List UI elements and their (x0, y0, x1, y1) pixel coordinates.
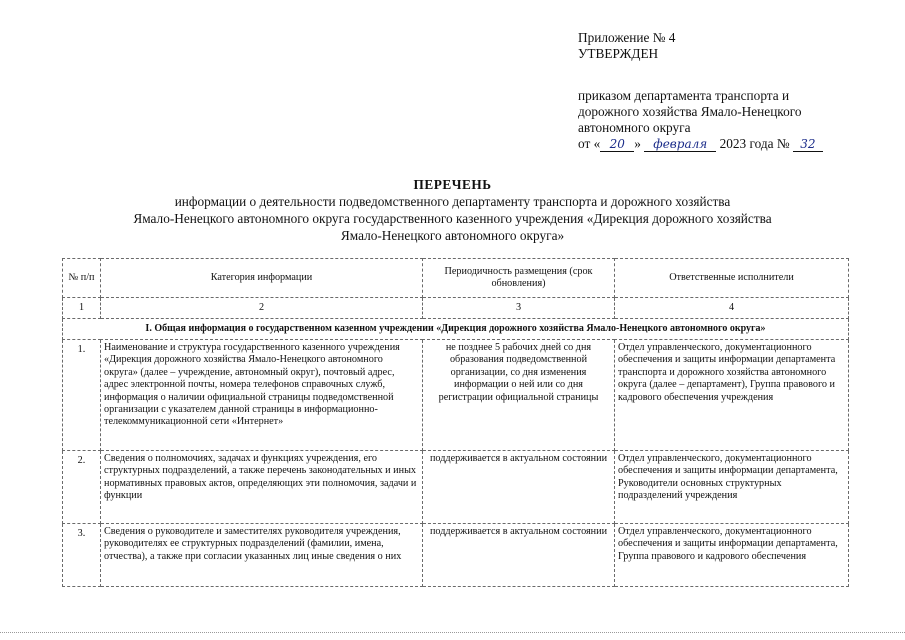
handwritten-month: февраля (644, 138, 716, 152)
row-category: Сведения о руководителе и заместителях руководителя учреждения, руководителях ее структурных подразделений (фамилии, имена, отчества), а также при согласии указанных лиц иные сведения о них (101, 524, 423, 587)
heading-line-3: Ямало-Ненецкого автономного округа» (340, 228, 565, 243)
page-bottom-rule (0, 632, 905, 633)
order-line-1: приказом департамента транспорта и (578, 88, 790, 103)
row-responsible: Отдел управленческого, документационного обеспечения и защиты информации департамента, Руководители основных структурных подразделений учреждения (615, 451, 849, 524)
row-number: 1. (63, 340, 101, 451)
header-period: Периодичность размещения (срок обновления) (423, 259, 615, 298)
col-number: 3 (423, 298, 615, 319)
section-title: I. Общая информация о государственном казенном учреждении «Дирекция дорожного хозяйства Ямало-Ненецкого автономного округа» (63, 319, 849, 340)
order-date-line (578, 136, 878, 152)
table-row (63, 524, 849, 587)
document-heading (60, 176, 845, 244)
table-row (63, 451, 849, 524)
table-header-row (63, 259, 849, 298)
appendix-number: Приложение № 4 (578, 30, 676, 45)
order-line-3: автономного округа (578, 120, 691, 135)
handwritten-day: 20 (600, 138, 634, 152)
table-row (63, 340, 849, 451)
row-period: не позднее 5 рабочих дней со дня образования подведомственной организации, со дня изменения информации о ней или со дня регистрации официальной страницы (423, 340, 615, 451)
row-category: Наименование и структура государственного казенного учреждения «Дирекция дорожного хозяйства Ямало-Ненецкого автономного округа» (далее – учреждение, автономный округ), почтовый адрес, адрес электронной почты, номера телефонов справочных служб, информация о наличии официальной страницы подведомственной организации с указателем данной страницы в информационно-телекоммуникационной сети «Интернет» (101, 340, 423, 451)
header-number: № п/п (63, 259, 101, 298)
row-responsible: Отдел управленческого, документационного обеспечения и защиты информации департамента, Группа правового и кадрового обеспечения (615, 524, 849, 587)
header-category: Категория информации (101, 259, 423, 298)
date-mid: » (634, 136, 641, 151)
date-year: 2023 года № (719, 136, 790, 151)
column-number-row (63, 298, 849, 319)
row-number: 3. (63, 524, 101, 587)
date-prefix: от « (578, 136, 601, 151)
order-line-2: дорожного хозяйства Ямало-Ненецкого (578, 104, 802, 119)
col-number: 4 (615, 298, 849, 319)
heading-line-2: Ямало-Ненецкого автономного округа государственного казенного учреждения «Дирекция дорожного хозяйства (133, 211, 772, 226)
handwritten-order-number: 32 (793, 138, 823, 152)
approved-label: УТВЕРЖДЕН (578, 46, 659, 61)
heading-line-1: информации о деятельности подведомственного департаменту транспорта и дорожного хозяйства (174, 194, 731, 209)
row-responsible: Отдел управленческого, документационного обеспечения и защиты информации департамента транспорта и дорожного хозяйства автономного округа (далее – департамент), Группа правового и кадрового обеспечения учреждения (615, 340, 849, 451)
row-period: поддерживается в актуальном состоянии (423, 524, 615, 587)
header-responsible: Ответственные исполнители (615, 259, 849, 298)
section-row (63, 319, 849, 340)
row-category: Сведения о полномочиях, задачах и функциях учреждения, его структурных подразделений, а также перечень законодательных и иных нормативных правовых актов, определяющих эти полномочия, задачи и функции (101, 451, 423, 524)
appendix-block (578, 30, 878, 152)
row-number: 2. (63, 451, 101, 524)
information-table (62, 258, 849, 587)
col-number: 1 (63, 298, 101, 319)
col-number: 2 (101, 298, 423, 319)
document-title: ПЕРЕЧЕНЬ (413, 177, 492, 192)
row-period: поддерживается в актуальном состоянии (423, 451, 615, 524)
